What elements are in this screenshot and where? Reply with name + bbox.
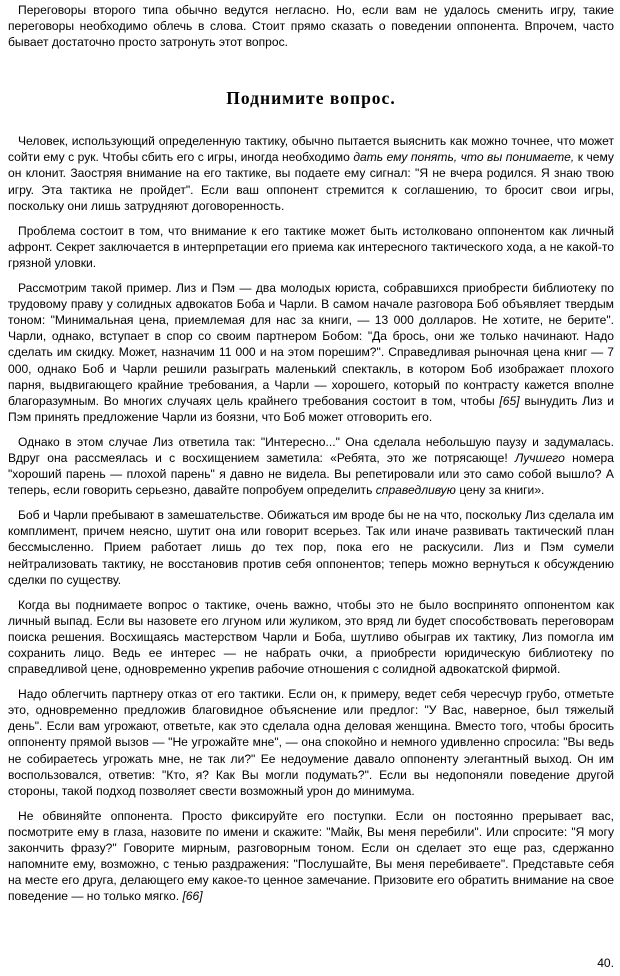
paragraph-3: Рассмотрим такой пример. Лиз и Пэм — два молодых юриста, собравшихся приобрести библиотеку по трудовому праву у солидных адвокатов Боба и Чарли. В самом начале разговора Боб объявляет твердым тоном: "Минимальная цена, приемлемая для нас за книги, — 13 000 долларов. Не хотите, не берите". Чарли, однако, вступает в спор со своим партнером Бобом: "Да брось, они же только начинают. Надо сделать им скидку. Может, назначим 11 000 и на этом порешим?". Справедливая рыночная цена книг — 7 000, однако Боб и Чарли решили разыграть маленький спектакль, в котором Боб изображает плохого парня, выдвигающего крайние требования, а Чарли — хорошего, который по контрасту кажется вполне благоразумным. Во многих случаях цель крайнего требования состоит в том, чтобы [65] вынудить Лиз и Пэм принять предложение Чарли из боязни, что Боб может отговорить его. [8, 281, 614, 424]
paragraph-6: Когда вы поднимаете вопрос о тактике, очень важно, чтобы это не было воспринято оппонентом как личный выпад. Если вы назовете его лгуном или жуликом, это вряд ли будет способствовать переговорам поиска решения. Восхищаясь мастерством Чарли и Боба, шутливо обыграв их тактику, Лиз помогла им сохранить лицо. Ведь ее интерес — не набрать очки, а приобрести юридическую библиотеку по справедливой цене, одновременно укрепив рабочие отношения с солидной адвокатской фирмой. [8, 597, 614, 677]
paragraph-8: Не обвиняйте оппонента. Просто фиксируйте его поступки. Если он постоянно прерывает вас, посмотрите ему в глаза, назовите по имени и скажите: "Майк, Вы меня перебили". Или спросите: "Я могу закончить фразу?" Говорите мирным, разговорным тоном. Если он сделает это еще раз, сдержанно напомните ему, возможно, с тенью раздражения: "Послушайте, Вы меня перебиваете". Представьте себя на месте его друга, делающего ему какое-то ценное замечание. Призовите его обратить внимание на свое поведение — но только мягко. [66] [8, 808, 614, 904]
section-title: Поднимите вопрос. [226, 88, 396, 109]
paragraph-5: Боб и Чарли пребывают в замешательстве. Обижаться им вроде бы не на что, поскольку Лиз сделала им комплимент, причем неясно, шутит она или говорит всерьез. Так или иначе развивать тактический план бессмысленно. Прием работает лишь до тех пор, пока его не раскусили. Лиз и Пэм сумели нейтрализовать тактику, не восстановив против себя оппонентов; теперь можно вернуться к обсуждению сделки по существу. [8, 508, 614, 587]
emphasis-text: Лучшего [514, 450, 565, 465]
intro-text: Переговоры второго типа обычно ведутся негласно. Но, если вам не удалось сменить игру, такие переговоры необходимо облечь в слова. Стоит прямо сказать о поведении оппонента. Впрочем, часто бывает достаточно просто затронуть этот вопрос. [8, 3, 614, 50]
footnote-ref: [65] [499, 393, 520, 408]
paragraph-4: Однако в этом случае Лиз ответила так: "Интересно..." Она сделала небольшую паузу и задумалась. Вдруг она рассмеялась и с восхищением заметила: «Ребята, это же потрясающе! Лучшего номера "хороший парень — плохой парень" я давно не видела. Вы репетировали или это само собой вышло? А теперь, если говорить серьезно, давайте попробуем определить справедливую цену за книги». [8, 434, 614, 498]
paragraph-7: Надо облегчить партнеру отказ от его тактики. Если он, к примеру, ведет себя чересчур грубо, отметьте это, одновременно предложив благовидное объяснение или предлог: "У Вас, наверное, был тяжелый день". Если вам угрожают, ответьте, как это сделала одна деловая женщина. Вместо того, чтобы бросить оппоненту прямой вызов — "Не угрожайте мне", — она спокойно и немного удивленно спросила: "Вы ведь не собираетесь угрожать мне, не так ли?" Ее недоумение давало оппоненту элегантный выход. Он им воспользовался, ответив: "Кто, я? Как Вы могли подумать?". Если вы недопоняли поведение другой стороны, такой подход позволяет свести возможный урон до минимума. [8, 687, 614, 798]
paragraph-1: Человек, использующий определенную тактику, обычно пытается выяснить как можно точнее, что может сойти ему с рук. Чтобы сбить его с игры, иногда необходимо дать ему понять, что вы понимаете, к чему он клонит. Заостряя внимание на его тактике, вы подаете ему сигнал: "Я не вчера родился. Я знаю твою игру. Эта тактика не пройдет". Если ваш оппонент стремится к соглашению, то бросит свои игры, поскольку они лишь затрудняют договоренность. [8, 134, 614, 213]
footnote-ref: [66] [182, 889, 203, 904]
paragraph-2: Проблема состоит в том, что внимание к его тактике может быть истолковано оппонентом как личный афронт. Секрет заключается в интерпретации его приема как интересного тактического хода, а не какой-то грязной уловки. [8, 223, 614, 270]
emphasis-text: справедливую [375, 483, 456, 498]
page-number: 40. [597, 956, 614, 970]
intro-paragraph [8, 2, 614, 50]
emphasis-text: дать ему понять, что вы понимаете, [353, 150, 575, 165]
